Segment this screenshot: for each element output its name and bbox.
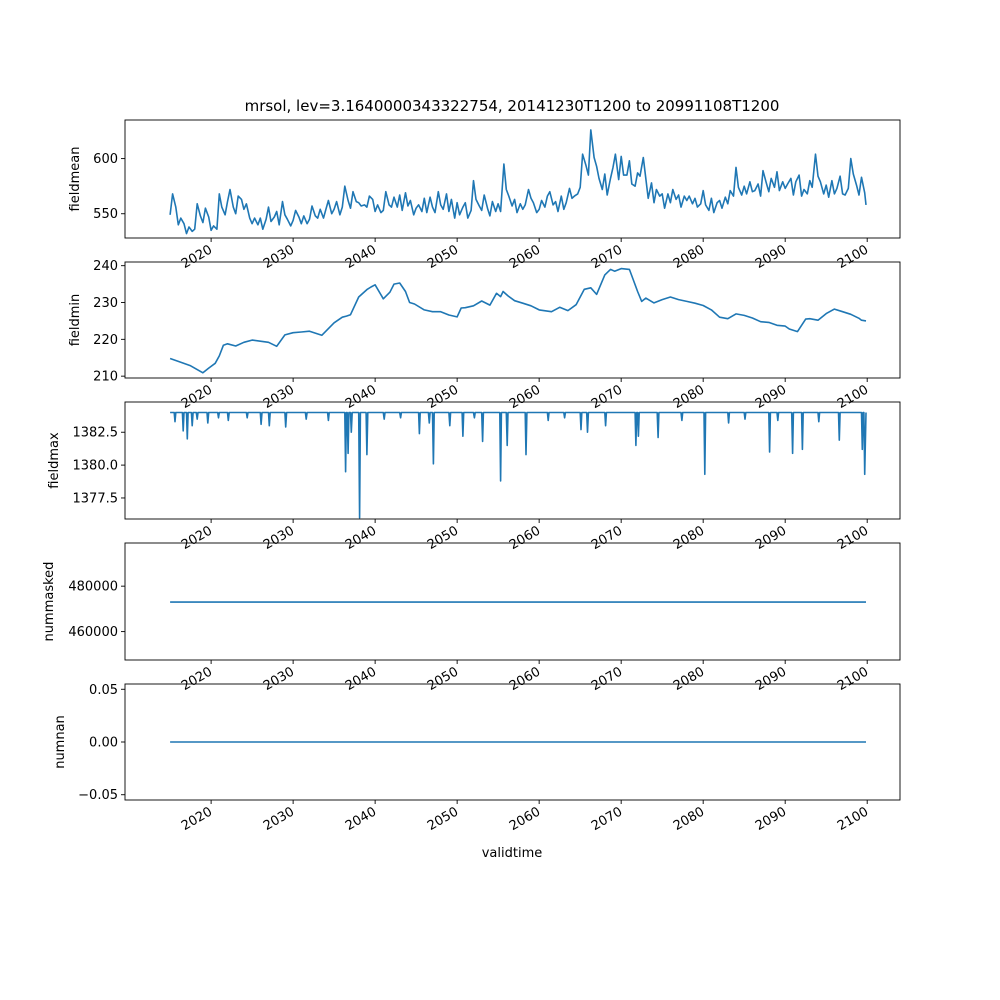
numnan-x-tick-label: 2020 xyxy=(178,804,216,835)
fieldmax-x-tick-label: 2030 xyxy=(260,523,298,554)
fieldmax-y-tick-label: 1377.5 xyxy=(72,491,118,507)
fieldmax-x-tick-label: 2100 xyxy=(835,523,872,554)
fieldmin-x-tick-label: 2020 xyxy=(178,382,216,413)
fieldmax-x-tick-label: 2040 xyxy=(342,523,380,553)
fieldmin-y-tick-label: 210 xyxy=(93,369,118,385)
nummasked-x-tick-label: 2100 xyxy=(835,664,872,695)
x-axis-label: validtime xyxy=(481,846,543,861)
fieldmin-y-tick-label: 220 xyxy=(93,332,118,348)
numnan-y-tick-label: −0.05 xyxy=(78,788,118,804)
numnan-x-tick-label: 2060 xyxy=(506,804,544,835)
chart-title: mrsol, lev=3.1640000343322754, 20141230T1200 to 20991108T1200 xyxy=(244,97,780,115)
fieldmean-x-tick-label: 2100 xyxy=(835,242,872,273)
fieldmax-x-tick-label: 2060 xyxy=(506,523,544,554)
nummasked-x-tick-label: 2090 xyxy=(753,664,790,695)
nummasked-x-tick-label: 2070 xyxy=(589,664,626,695)
fieldmin-x-tick-label: 2060 xyxy=(506,382,544,413)
numnan-x-tick-label: 2080 xyxy=(671,804,708,835)
fieldmean-x-tick-label: 2020 xyxy=(178,242,216,273)
fieldmin-x-tick-label: 2070 xyxy=(589,382,626,413)
fieldmean-x-tick-label: 2040 xyxy=(342,242,380,272)
fieldmean-x-tick-label: 2060 xyxy=(506,242,544,273)
fieldmax-x-tick-label: 2050 xyxy=(424,523,462,553)
numnan-x-tick-label: 2100 xyxy=(835,804,872,835)
fieldmin-x-tick-label: 2030 xyxy=(260,382,298,413)
fieldmin-x-tick-label: 2040 xyxy=(342,382,380,412)
numnan-x-tick-label: 2050 xyxy=(424,804,462,834)
fieldmin-y-tick-label: 240 xyxy=(93,259,118,275)
nummasked-x-tick-label: 2030 xyxy=(260,664,298,695)
fieldmean-y-tick-label: 600 xyxy=(93,152,118,168)
numnan-x-tick-label: 2040 xyxy=(342,804,380,834)
nummasked-x-tick-label: 2020 xyxy=(178,664,216,695)
fieldmean-x-tick-label: 2030 xyxy=(260,242,298,273)
nummasked-x-tick-label: 2080 xyxy=(671,664,708,695)
fieldmin-y-axis-label: fieldmin xyxy=(68,293,83,347)
nummasked-y-tick-label: 460000 xyxy=(68,625,118,641)
fieldmean-y-tick-label: 550 xyxy=(93,207,118,223)
fieldmean-x-tick-label: 2050 xyxy=(424,242,462,272)
fieldmax-y-axis-label: fieldmax xyxy=(47,432,62,489)
fieldmax-x-tick-label: 2090 xyxy=(753,523,790,554)
nummasked-x-tick-label: 2060 xyxy=(506,664,544,695)
nummasked-x-tick-label: 2050 xyxy=(424,664,462,694)
fieldmin-x-tick-label: 2100 xyxy=(835,382,872,413)
fieldmin-x-tick-label: 2080 xyxy=(671,382,708,413)
fieldmin-x-tick-label: 2050 xyxy=(424,382,462,412)
nummasked-y-tick-label: 480000 xyxy=(68,579,118,595)
fieldmin-x-tick-label: 2090 xyxy=(753,382,790,413)
numnan-x-tick-label: 2070 xyxy=(589,804,626,835)
nummasked-x-tick-label: 2040 xyxy=(342,664,380,694)
fieldmean-x-tick-label: 2070 xyxy=(589,242,626,273)
numnan-x-tick-label: 2030 xyxy=(260,804,298,835)
numnan-y-tick-label: 0.00 xyxy=(89,735,118,751)
fieldmax-x-tick-label: 2070 xyxy=(589,523,626,554)
fieldmax-x-tick-label: 2080 xyxy=(671,523,708,554)
fieldmax-x-tick-label: 2020 xyxy=(178,523,216,554)
fieldmean-y-axis-label: fieldmean xyxy=(68,146,83,212)
fieldmax-y-tick-label: 1382.5 xyxy=(72,425,118,441)
nummasked-y-axis-label: nummasked xyxy=(42,561,57,642)
fieldmean-x-tick-label: 2090 xyxy=(753,242,790,273)
fieldmax-y-tick-label: 1380.0 xyxy=(72,458,118,474)
numnan-x-tick-label: 2090 xyxy=(753,804,790,835)
numnan-y-axis-label: numnan xyxy=(53,715,68,769)
numnan-y-tick-label: 0.05 xyxy=(89,682,118,698)
fieldmean-x-tick-label: 2080 xyxy=(671,242,708,273)
fieldmin-y-tick-label: 230 xyxy=(93,296,118,312)
